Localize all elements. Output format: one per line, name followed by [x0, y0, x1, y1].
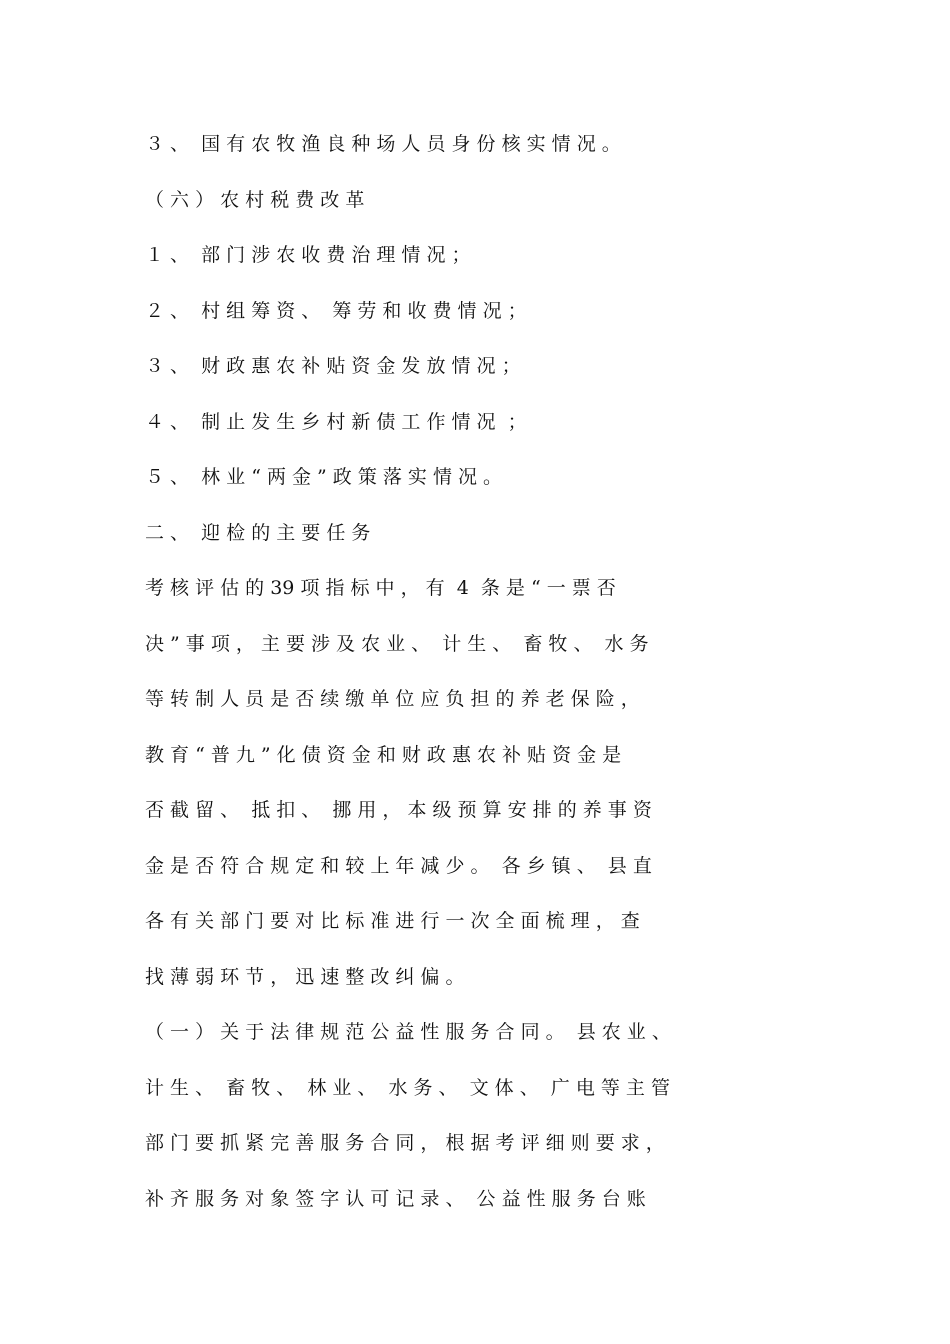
paragraph-line: 否 截 留 、 抵 扣 、 挪 用 ， 本 级 预 算 安 排 的 养 事 资: [145, 799, 652, 821]
paragraph-line: 教 育 “ 普 九 ” 化 债 资 金 和 财 政 惠 农 补 贴 资 金 是: [145, 744, 622, 766]
list-item-subsidy-distribution: ３ 、 财 政 惠 农 补 贴 资 金 发 放 情 况 ；: [145, 355, 521, 377]
section-heading-rural-tax-reform: （ 六 ） 农 村 税 费 改 革: [145, 189, 365, 211]
paragraph-line: 金 是 否 符 合 规 定 和 较 上 年 减 少 。 各 乡 镇 、 县 直: [145, 855, 652, 877]
list-item-village-fundraising: ２ 、 村 组 筹 资 、 筹 劳 和 收 费 情 况 ；: [145, 300, 527, 322]
list-item-agricultural-fees: １ 、 部 门 涉 农 收 费 治 理 情 况 ；: [145, 244, 471, 266]
paragraph-line: （ 一 ） 关 于 法 律 规 范 公 益 性 服 务 合 同 。 县 农 业 、: [145, 1021, 671, 1043]
paragraph-line: 决 ” 事 项 ， 主 要 涉 及 农 业 、 计 生 、 畜 牧 、 水 务: [145, 633, 649, 655]
list-item-new-debt-prevention: ４ 、 制 止 发 生 乡 村 新 债 工 作 情 况 ；: [145, 411, 527, 433]
list-item-state-farm-verification: ３ 、 国 有 农 牧 渔 良 种 场 人 员 身 份 核 实 情 况 。: [145, 133, 621, 155]
paragraph-line: 补 齐 服 务 对 象 签 字 认 可 记 录 、 公 益 性 服 务 台 账: [145, 1188, 646, 1210]
paragraph-line: 部 门 要 抓 紧 完 善 服 务 合 同 ， 根 据 考 评 细 则 要 求 ，: [145, 1132, 665, 1154]
paragraph-line: 找 薄 弱 环 节 ， 迅 速 整 改 纠 偏 。: [145, 966, 465, 988]
paragraph-line: 考 核 评 估 的 39 项 指 标 中 ， 有 4 条 是 “ 一 票 否: [145, 577, 616, 599]
list-item-forestry-funds: ５ 、 林 业 “ 两 金 ” 政 策 落 实 情 况 。: [145, 466, 503, 488]
paragraph-line: 等 转 制 人 员 是 否 续 缴 单 位 应 负 担 的 养 老 保 险 ，: [145, 688, 640, 710]
paragraph-line: 各 有 关 部 门 要 对 比 标 准 进 行 一 次 全 面 梳 理 ， 查: [145, 910, 640, 932]
paragraph-line: 计 生 、 畜 牧 、 林 业 、 水 务 、 文 体 、 广 电 等 主 管: [145, 1077, 670, 1099]
section-heading-main-tasks: 二 、 迎 检 的 主 要 任 务: [145, 522, 371, 544]
